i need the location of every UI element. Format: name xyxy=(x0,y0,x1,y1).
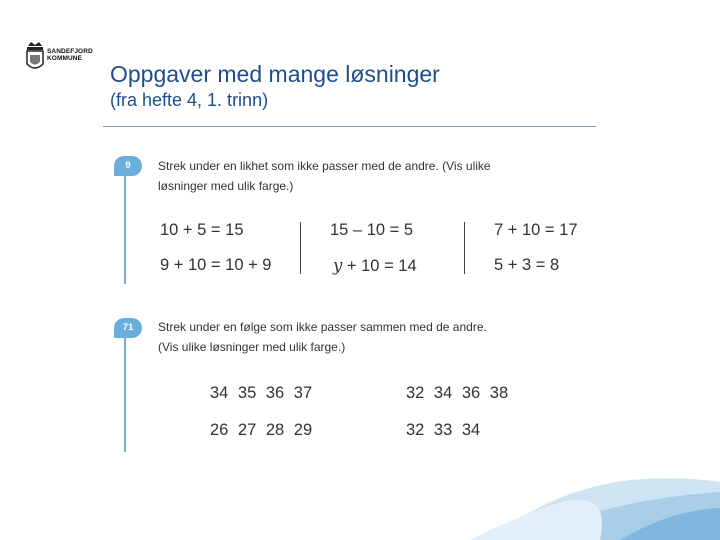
number-sequence: 26 27 28 29 xyxy=(210,421,313,439)
coat-of-arms-icon xyxy=(25,40,45,74)
equation: 10 + 5 = 15 xyxy=(160,221,244,239)
page-title: Oppgaver med mange løsninger xyxy=(110,61,440,87)
column-separator xyxy=(300,222,301,274)
task-9-instruction-line-2: løsninger med ulik farge.) xyxy=(158,179,294,193)
decorative-wave xyxy=(470,470,720,540)
title-block xyxy=(110,60,440,111)
equation: 5 + 3 = 8 xyxy=(494,256,560,274)
number-sequence: 34 35 36 37 xyxy=(210,384,313,402)
task-9-instruction-line-1: Strek under en likhet som ikke passer med de andre. (Vis ulike xyxy=(158,159,491,173)
task-71-margin-line xyxy=(124,322,126,452)
equation: 7 + 10 = 17 xyxy=(494,221,578,239)
equation: 9 + 10 = 10 + 9 xyxy=(160,256,272,274)
task-9-margin-line xyxy=(124,160,126,284)
page-subtitle: (fra hefte 4, 1. trinn) xyxy=(110,90,269,110)
number-sequence: 32 34 36 38 xyxy=(406,384,509,402)
task-71-instruction-line-1: Strek under en følge som ikke passer sammen med de andre. xyxy=(158,320,487,334)
task-71-badge: 71 xyxy=(114,318,142,338)
logo-line-2: KOMMUNE xyxy=(47,55,83,62)
equation-with-variable: y + 10 = 14 xyxy=(333,256,417,275)
task-9-badge: 9 xyxy=(114,156,142,176)
equation: 15 – 10 = 5 xyxy=(330,221,414,239)
number-sequence: 32 33 34 xyxy=(406,421,481,439)
title-divider xyxy=(103,126,596,127)
sandefjord-logo xyxy=(25,40,95,74)
column-separator xyxy=(464,222,465,274)
logo-line-1: SANDEFJORD xyxy=(47,48,93,55)
task-71-instruction-line-2: (Vis ulike løsninger med ulik farge.) xyxy=(158,340,346,354)
